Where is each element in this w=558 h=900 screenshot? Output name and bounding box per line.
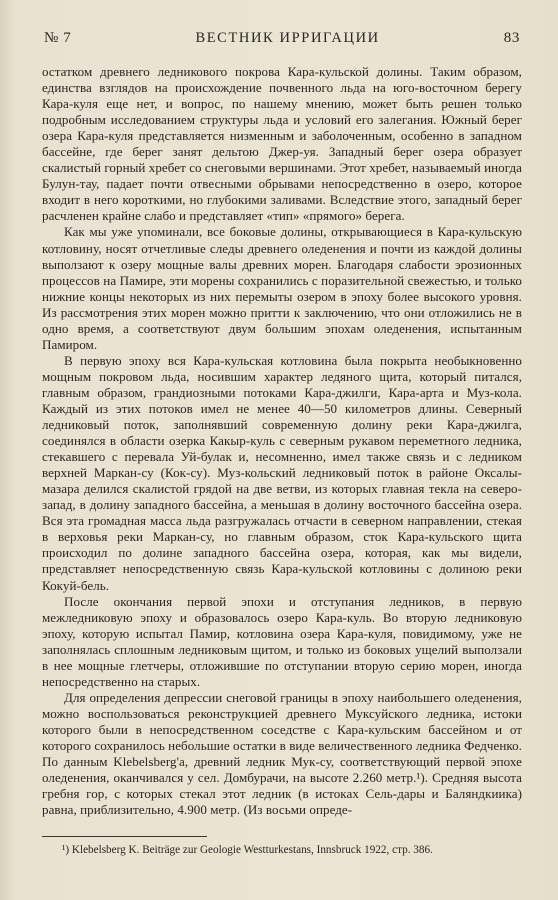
footnote-divider: [42, 836, 207, 837]
journal-title: ВЕСТНИК ИРРИГАЦИИ: [195, 30, 380, 46]
article-body: [42, 64, 522, 818]
paragraph-4: После окончания первой эпохи и отступания ледников, в первую межледниковую эпоху и образовалось озеро Кара-куль. Во вторую ледниковую эпоху, которую испытал Памир, котловина озера Кара-куля, повидимому, уже не заполнялась сплошным ледниковым щитом, и только из боковых ущелий выползали в нее мощные глетчеры, отложившие по отступании вторую серию морен, иногда непосредственно на старых.: [42, 593, 522, 689]
footnote: ¹) Klebelsberg K. Beiträge zur Geologie Westturkestans, Innsbruck 1922, стр. 386.: [62, 844, 433, 857]
issue-number: № 7: [44, 30, 72, 46]
paragraph-2: Как мы уже упоминали, все боковые долины, открывающиеся в Кара-кульскую котловину, носят отчетливые следы древнего оледенения и почти из каждой долины выползают к озеру мощные валы древних морен. Благодаря слабости эрозионных процессов на Памире, эти морены сохранились с поразительной свежестью, и только нижние концы некоторых из них перемыты озером в эпоху более высокого уровня. Из рассмотрения этих морен можно притти к заключению, что они отложились не в одно время, а соответствуют двум большим эпохам оледенения, испытанным Памиром.: [42, 224, 522, 352]
paragraph-5: Для определения депрессии снеговой границы в эпоху наибольшего оледенения, можно воспользоваться реконструкцией древнего Муксуйского ледника, истоки которого были в непосредственном соседстве с Кара-кульским бассейном и от которого сохранилось небольшие остатки в виде величественного ледника Федченко. По данным Klebelsberg'a, древний ледник Мук-су, соответствующий первой эпохе оледенения, оканчивался у сел. Домбурачи, на высоте 2.260 метр.¹). Средняя высота гребня гор, с которых стекал этот ледник (в истоках Сель-дары и Баляндкиика) равна, приблизительно, 4.900 метр. (Из восьми опреде-: [42, 689, 522, 818]
paragraph-1: остатком древнего ледникового покрова Кара-кульской долины. Таким образом, единства взглядов на происхождение почвенного льда на юго-восточном берегу Кара-куля еще нет, и вопрос, по нашему мнению, может быть решен только подробным исследованием структуры льда и условий его залегания. Южный берег озера Кара-куля представляется низменным и заболоченным, особенно в западном бассейне, где берег занят дельтою Джер-уя. Западный берег озера образует скалистый горный хребет со снеговыми вершинами. Этот хребет, называемый иногда Булун-тау, падает почти отвесными обрывами непосредственно в озеро, которое входит в него короткими, но глубокими заливами. Вследствие этого, западный берег расчленен крайне слабо и представляет «тип» «прямого» берега.: [42, 64, 522, 224]
running-header: [42, 30, 522, 64]
page-number: 83: [503, 30, 520, 46]
paragraph-3: В первую эпоху вся Кара-кульская котловина была покрыта необыкновенно мощным покровом льда, носившим характер ледяного щита, который питался, главным образом, грандиозными потоками Кара-джилги, Кара-арта и Муз-кола. Каждый из этих потоков имел не менее 40—50 километров длины. Северный ледниковый поток, заполнявший современную долину реки Кара-джилга, соединялся в области озерка Какыр-куль с северным рукавом переметного ледника, стекавшего с перевала Уй-булак и, несомненно, имел также связь и с ледником верхней Маркан-су (Кок-су). Муз-кольский ледниковый поток в районе Оксалы-мазара делился скалистой грядой на две ветви, из которых главная текла на северо-запад, в долину западного бассейна, а меньшая в долину восточного бассейна озера. Вся эта громадная масса льда разгружалась отчасти в северном направлении, стекая в верховья реки Маркан-су, но главным образом, сток Кара-кульского щита происходил по долине западного бассейна озера, которая, как мы видели, представляет непосредственную связь Кара-кульской котловины с долиною реки Кокуй-бель.: [42, 352, 522, 593]
